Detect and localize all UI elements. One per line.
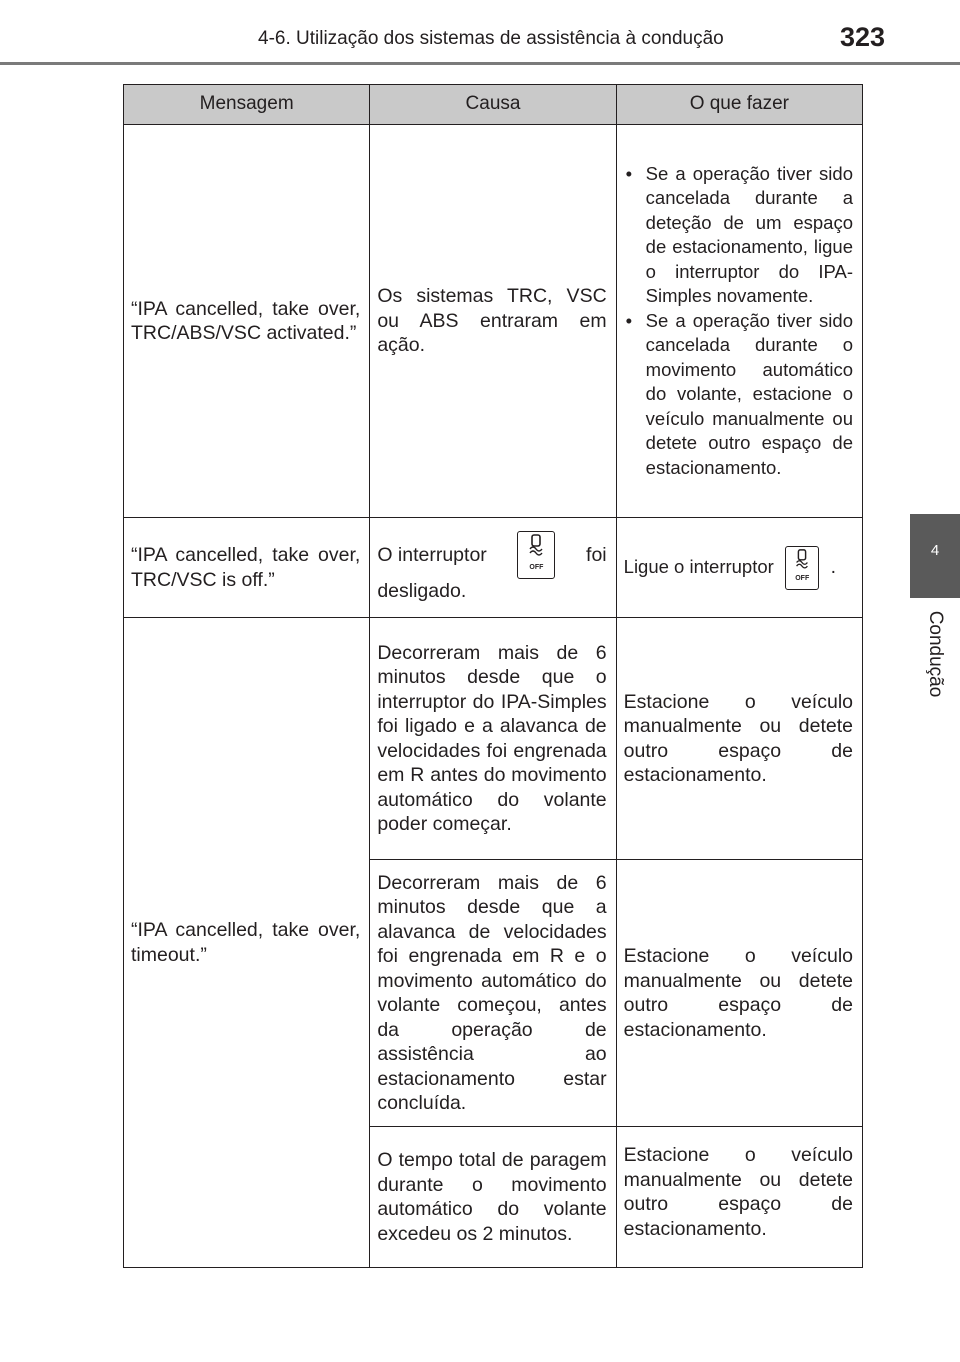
message-cell: “IPA cancelled, take over, TRC/VSC is off.” — [124, 518, 370, 618]
table-row — [124, 518, 863, 618]
chapter-name: Condução — [925, 610, 946, 698]
vsc-off-switch-icon — [785, 546, 819, 590]
action-cell — [616, 125, 862, 518]
cause-line — [377, 531, 606, 579]
cause-cell: O tempo total de paragem durante o movimento automático do volante excedeu os 2 minutos. — [370, 1127, 616, 1268]
chapter-tab — [910, 514, 960, 598]
table-row — [124, 618, 863, 860]
action-cell: Estacione o veículo manualmente ou detete outro espaço de estacionamento. — [616, 618, 862, 860]
switch-off-label: OFF — [795, 574, 810, 582]
message-cell: “IPA cancelled, take over, TRC/ABS/VSC activated.” — [124, 125, 370, 518]
action-list — [624, 162, 853, 481]
list-item: • Se a operação tiver sido cancelada durante o movimento automático do volante, estacione o veículo manualmente ou detete outro espaço de estacionamento. — [624, 309, 853, 481]
message-cell: “IPA cancelled, take over, timeout.” — [124, 618, 370, 1268]
switch-off-label: OFF — [529, 564, 544, 572]
column-header-cause: Causa — [370, 85, 616, 125]
action-cell: Estacione o veículo manualmente ou detete outro espaço de estacionamento. — [616, 860, 862, 1127]
table-row — [124, 125, 863, 518]
action-cell — [616, 518, 862, 618]
page-number: 323 — [840, 22, 886, 52]
chapter-number: 4 — [930, 542, 940, 559]
cause-text-after: foi — [586, 544, 607, 566]
header-rule — [0, 62, 960, 65]
cause-cell: Decorreram mais de 6 minutos desde que a alavanca de velocidades foi engrenada em R e o movimento automático do volante começou, antes da operação de assistência ao estacionamento estar concluída. — [370, 860, 616, 1127]
cause-cell: Decorreram mais de 6 minutos desde que o interruptor do IPA-Simples foi ligado e a alavanca de velocidades foi engrenada em R antes do movimento automático do volante poder começar. — [370, 618, 616, 860]
table-header-row — [124, 85, 863, 125]
section-title: 4-6. Utilização dos sistemas de assistência à condução — [258, 28, 724, 49]
action-cell: Estacione o veículo manualmente ou detete outro espaço de estacionamento. — [616, 1127, 862, 1268]
column-header-message: Mensagem — [124, 85, 370, 125]
vsc-off-switch-icon — [517, 531, 555, 579]
cause-text-before: O interruptor — [377, 544, 487, 566]
list-item: • Se a operação tiver sido cancelada durante a deteção de um espaço de estacionamento, ligue o interruptor do IPA-Simples novamente. — [624, 162, 853, 309]
cause-cell — [370, 518, 616, 618]
action-text-before: Ligue o interruptor — [623, 555, 774, 577]
column-header-action: O que fazer — [616, 85, 862, 125]
cause-cell: Os sistemas TRC, VSC ou ABS entraram em ação. — [370, 125, 616, 518]
cause-text-end: desligado. — [377, 580, 467, 603]
action-text-after: . — [830, 555, 837, 578]
message-table — [123, 84, 863, 1268]
